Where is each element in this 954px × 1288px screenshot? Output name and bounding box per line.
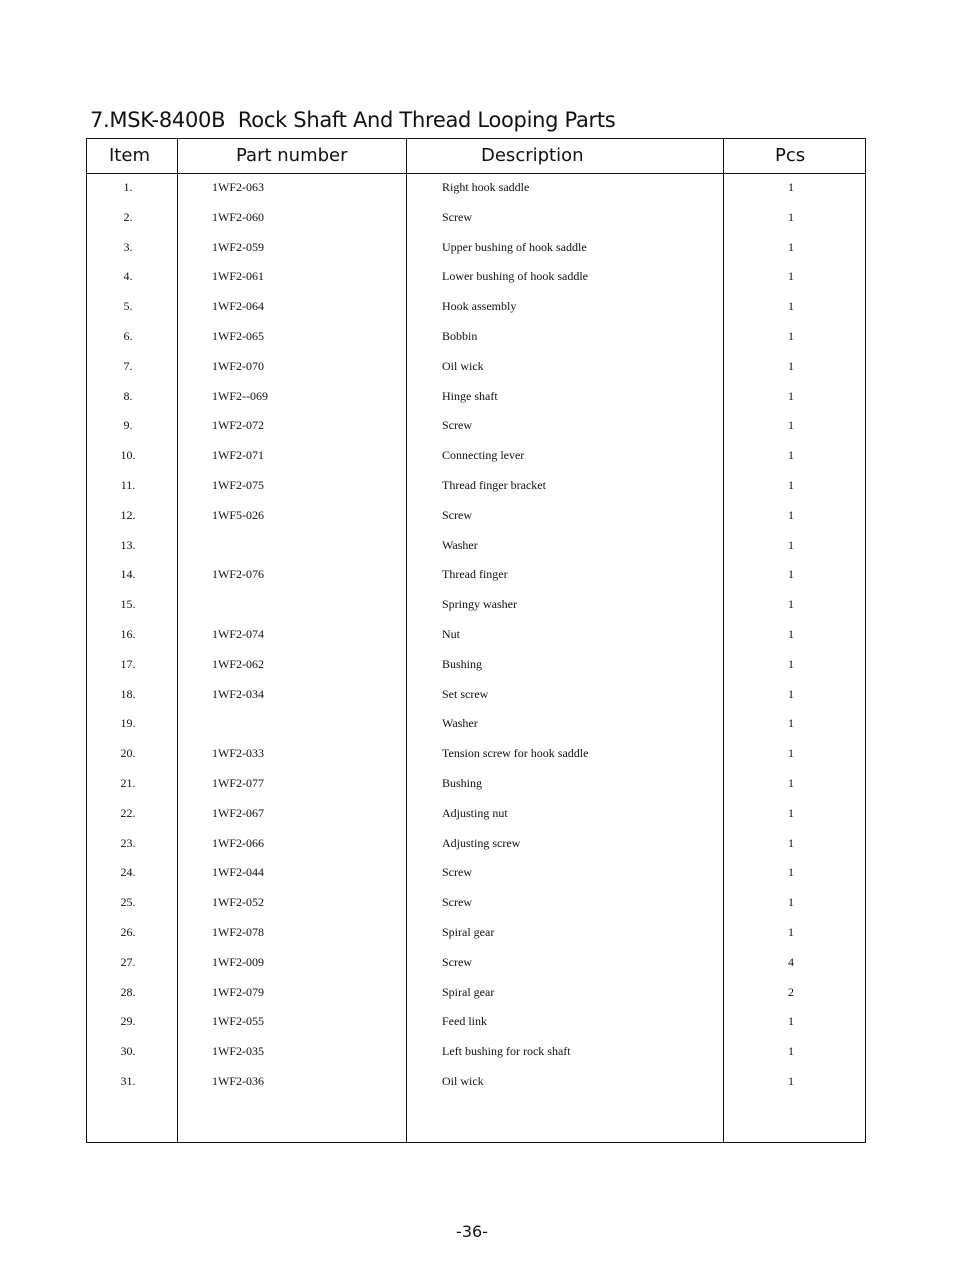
pcs-cell: 1 <box>788 269 794 284</box>
pcs-cell: 1 <box>788 656 794 671</box>
pcs-cell: 1 <box>788 507 794 522</box>
pcs-cell: 1 <box>788 418 794 433</box>
table-row <box>87 863 865 893</box>
table-row <box>87 744 865 774</box>
item-cell: 28. <box>120 984 136 999</box>
pcs-cell: 1 <box>788 746 794 761</box>
pcs-cell: 1 <box>788 448 794 463</box>
description-cell: Springy washer <box>442 597 517 612</box>
description-cell: Bushing <box>442 775 483 790</box>
item-cell: 13. <box>120 537 136 552</box>
description-cell: Screw <box>442 418 472 433</box>
pcs-cell: 1 <box>788 388 794 403</box>
table-row <box>87 685 865 715</box>
part-number-cell: 1WF2-033 <box>212 746 264 761</box>
item-cell: 15. <box>120 597 136 612</box>
page-title: 7.MSK-8400B Rock Shaft And Thread Looping Parts <box>90 108 616 132</box>
description-cell: Screw <box>442 954 472 969</box>
table-row <box>87 625 865 655</box>
pcs-cell: 2 <box>788 984 794 999</box>
pcs-cell: 1 <box>788 1014 794 1029</box>
pcs-cell: 1 <box>788 686 794 701</box>
item-cell: 24. <box>120 865 136 880</box>
description-cell: Tension screw for hook saddle <box>442 746 589 761</box>
description-cell: Set screw <box>442 686 489 701</box>
item-cell: 18. <box>120 686 136 701</box>
part-number-cell: 1WF2-055 <box>212 1014 264 1029</box>
pcs-cell: 1 <box>788 299 794 314</box>
pcs-cell: 1 <box>788 716 794 731</box>
pcs-cell: 1 <box>788 775 794 790</box>
table-row <box>87 1072 865 1102</box>
item-cell: 11. <box>120 477 136 492</box>
table-row <box>87 476 865 506</box>
description-cell: Upper bushing of hook saddle <box>442 239 587 254</box>
description-cell: Oil wick <box>442 358 484 373</box>
description-cell: Hinge shaft <box>442 388 498 403</box>
table-row <box>87 923 865 953</box>
item-cell: 1. <box>123 180 133 194</box>
table-row <box>87 714 865 744</box>
table-row <box>87 953 865 983</box>
part-number-cell: 1WF2-076 <box>212 567 264 582</box>
part-number-cell: 1WF2-070 <box>212 358 264 373</box>
description-cell: Screw <box>442 895 472 910</box>
part-number-cell: 1WF2-064 <box>212 299 264 314</box>
part-number-cell: 1WF2-034 <box>212 686 264 701</box>
item-cell: 16. <box>120 626 136 641</box>
table-row <box>87 238 865 268</box>
description-cell: Thread finger bracket <box>442 477 546 492</box>
part-number-cell: 1WF2-077 <box>212 775 264 790</box>
part-number-cell: 1WF2-075 <box>212 477 264 492</box>
item-cell: 8. <box>123 388 133 403</box>
item-cell: 21. <box>120 775 136 790</box>
description-cell: Screw <box>442 507 472 522</box>
table-row <box>87 983 865 1013</box>
table-row <box>87 327 865 357</box>
description-cell: Right hook saddle <box>442 180 530 194</box>
description-cell: Lower bushing of hook saddle <box>442 269 588 284</box>
header-pcs: Pcs <box>775 145 806 166</box>
item-cell: 9. <box>123 418 133 433</box>
description-cell: Left bushing for rock shaft <box>442 1044 571 1059</box>
part-number-cell: 1WF2-072 <box>212 418 264 433</box>
table-row <box>87 565 865 595</box>
header-part-number: Part number <box>236 145 348 166</box>
item-cell: 17. <box>120 656 136 671</box>
item-cell: 30. <box>120 1044 136 1059</box>
item-cell: 2. <box>123 209 133 224</box>
part-number-cell: 1WF2-036 <box>212 1073 264 1088</box>
description-cell: Nut <box>442 626 460 641</box>
table-row <box>87 1012 865 1042</box>
table-row <box>87 357 865 387</box>
table-row <box>87 1042 865 1072</box>
pcs-cell: 1 <box>788 597 794 612</box>
description-cell: Screw <box>442 209 472 224</box>
item-cell: 14. <box>120 567 136 582</box>
pcs-cell: 1 <box>788 328 794 343</box>
table-row <box>87 267 865 297</box>
description-cell: Washer <box>442 716 478 731</box>
pcs-cell: 1 <box>788 626 794 641</box>
table-row <box>87 774 865 804</box>
table-row <box>87 804 865 834</box>
table-row <box>87 834 865 864</box>
item-cell: 23. <box>120 835 136 850</box>
description-cell: Spiral gear <box>442 984 495 999</box>
item-cell: 27. <box>120 954 136 969</box>
header-divider <box>87 173 865 174</box>
description-cell: Connecting lever <box>442 448 525 463</box>
part-number-cell: 1WF2-062 <box>212 656 264 671</box>
description-cell: Washer <box>442 537 478 552</box>
table-row <box>87 416 865 446</box>
description-cell: Screw <box>442 865 472 880</box>
part-number-cell: 1WF2-065 <box>212 328 264 343</box>
part-number-cell: 1WF2-061 <box>212 269 264 284</box>
item-cell: 5. <box>123 299 133 314</box>
table-row <box>87 446 865 476</box>
description-cell: Feed link <box>442 1014 487 1029</box>
pcs-cell: 1 <box>788 835 794 850</box>
item-cell: 29. <box>120 1014 136 1029</box>
description-cell: Bushing <box>442 656 483 671</box>
pcs-cell: 1 <box>788 209 794 224</box>
part-number-cell: 1WF2-052 <box>212 895 264 910</box>
part-number-cell: 1WF2-063 <box>212 180 264 194</box>
table-row <box>87 893 865 923</box>
part-number-cell: 1WF5-026 <box>212 507 264 522</box>
table-row <box>87 297 865 327</box>
part-number-cell: 1WF2-060 <box>212 209 264 224</box>
part-number-cell: 1WF2-035 <box>212 1044 264 1059</box>
pcs-cell: 4 <box>788 954 794 969</box>
item-cell: 31. <box>120 1073 136 1088</box>
pcs-cell: 1 <box>788 239 794 254</box>
pcs-cell: 1 <box>788 358 794 373</box>
item-cell: 26. <box>120 924 136 939</box>
item-cell: 19. <box>120 716 136 731</box>
pcs-cell: 1 <box>788 537 794 552</box>
pcs-cell: 1 <box>788 1044 794 1059</box>
parts-table <box>86 138 866 1143</box>
description-cell: Bobbin <box>442 328 478 343</box>
header-description: Description <box>481 145 584 166</box>
header-item: Item <box>109 145 150 166</box>
item-cell: 25. <box>120 895 136 910</box>
part-number-cell: 1WF2-067 <box>212 805 264 820</box>
part-number-cell: 1WF2-074 <box>212 626 264 641</box>
table-row <box>87 178 865 208</box>
item-cell: 12. <box>120 507 136 522</box>
page-number: -36- <box>456 1222 488 1241</box>
pcs-cell: 1 <box>788 567 794 582</box>
description-cell: Hook assembly <box>442 299 517 314</box>
part-number-cell: 1WF2-044 <box>212 865 264 880</box>
description-cell: Spiral gear <box>442 924 495 939</box>
description-cell: Adjusting screw <box>442 835 521 850</box>
pcs-cell: 1 <box>788 865 794 880</box>
part-number-cell: 1WF2-066 <box>212 835 264 850</box>
table-row <box>87 387 865 417</box>
table-row <box>87 536 865 566</box>
item-cell: 10. <box>120 448 136 463</box>
table-body <box>87 178 865 1102</box>
description-cell: Adjusting nut <box>442 805 508 820</box>
part-number-cell: 1WF2-079 <box>212 984 264 999</box>
part-number-cell: 1WF2-059 <box>212 239 264 254</box>
table-row <box>87 595 865 625</box>
pcs-cell: 1 <box>788 1073 794 1088</box>
table-row <box>87 655 865 685</box>
item-cell: 4. <box>123 269 133 284</box>
part-number-cell: 1WF2-071 <box>212 448 264 463</box>
pcs-cell: 1 <box>788 477 794 492</box>
item-cell: 3. <box>123 239 133 254</box>
pcs-cell: 1 <box>788 895 794 910</box>
table-row <box>87 208 865 238</box>
item-cell: 6. <box>123 328 133 343</box>
table-row <box>87 506 865 536</box>
description-cell: Oil wick <box>442 1073 484 1088</box>
description-cell: Thread finger <box>442 567 508 582</box>
part-number-cell: 1WF2-078 <box>212 924 264 939</box>
item-cell: 7. <box>123 358 133 373</box>
pcs-cell: 1 <box>788 180 794 194</box>
pcs-cell: 1 <box>788 805 794 820</box>
item-cell: 22. <box>120 805 136 820</box>
part-number-cell: 1WF2--069 <box>212 388 268 403</box>
pcs-cell: 1 <box>788 924 794 939</box>
item-cell: 20. <box>120 746 136 761</box>
part-number-cell: 1WF2-009 <box>212 954 264 969</box>
